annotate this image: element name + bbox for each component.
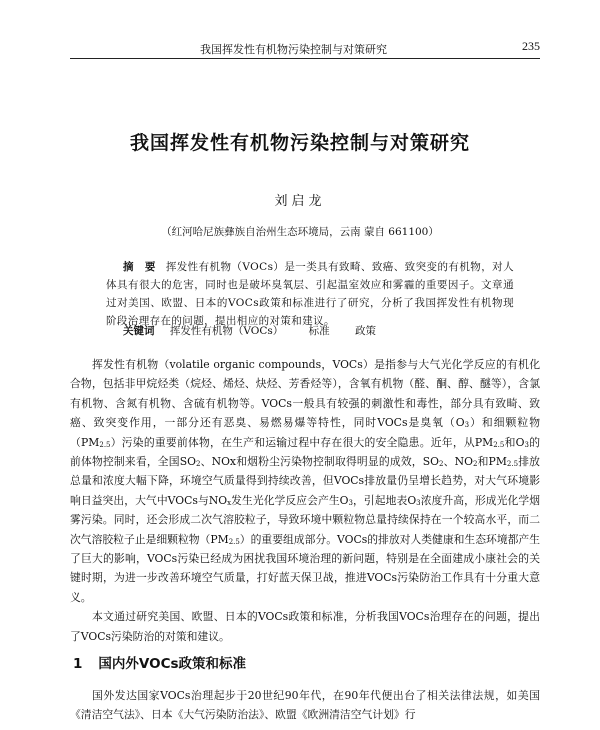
body-paragraph: 挥发性有机物（volatile organic compounds，VOCs）是指参与大气光化学反应的有机化合物，包括非甲烷烃类（烷烃、烯烃、炔烃、芳香烃等），含氧有机物（醛、酮、醇、醚等），含氯有机物、含氮有机物、含硫有机物等。VOCs一般具有较强的刺激性和毒性，部分具有致畸、致癌、致突变作用，一部分还有恶臭、易燃易爆等特性，同时VOCs是臭氧$(O_3)$和细颗粒物$(PM_{2.5})$污染的重要前体物，在生产和运输过程中存在很大的安全隐患。近年，从$PM_{2.5}$和$O_3$的前体物控制来看，全国$SO_2$、NOx和烟粉尘污染物控制取得明显的成效，$SO_2$、$NO_2$和$PM_{2.5}$排放总量和浓度大幅下降，环境空气质量得到持续改善，但VOCs排放量仍呈增长趋势，对大气环境影响日益突出，大气中VOCs与$NO_x$发生光化学反应会产生$O_3$，引起地表$O_3$浓度升高，形成光化学烟雾污染。同时，还会形成二次气溶胶粒子，导致环境中颗粒物总量持续保持在一个较高水平，而二次气溶胶粒子止是细颗粒物$(PM_{2.5})$的重要组成部分。VOCs的排放对人类健康和生态环境都产生了巨大的影响，VOCs污染已经成为困扰我国环境治理的新问题，特别是在全面建成小康社会的关键时期，为进一步改善环境空气质量，打好蓝天保卫战，推进VOCs污染防治工作具有十分重大意义。 — [70, 358, 541, 604]
keyword: 政策 — [354, 325, 376, 337]
section-heading — [73, 652, 246, 672]
keyword: 标准 — [308, 325, 330, 337]
body-text — [70, 355, 540, 646]
section-title: 国内外VOCs政策和标准 — [98, 656, 247, 672]
keywords — [123, 323, 398, 338]
running-header — [70, 38, 540, 59]
abstract — [106, 258, 514, 330]
author-name: 刘启龙 — [274, 194, 326, 209]
body-paragraph: 国外发达国家VOCs治理起步于20世纪90年代，在90年代便出台了相关法律法规，如美国《清洁空气法》、日本《大气污染防治法》、欧盟《欧洲清洁空气计划》行 — [70, 689, 540, 722]
author-affiliation: （红河哈尼族彝族自治州生态环境局，云南 蒙自 661100） — [161, 226, 439, 238]
page-number: 235 — [522, 39, 540, 53]
running-title: 我国挥发性有机物污染控制与对策研究 — [200, 43, 387, 56]
body-paragraph: 本文通过研究美国、欧盟、日本的VOCs政策和标准，分析我国VOCs治理存在的问题，提出了VOCs污染防治的对策和建议。 — [70, 610, 540, 643]
keywords-label: 关键词 — [123, 325, 155, 337]
section-number: 1 — [73, 656, 83, 672]
abstract-text: 挥发性有机物（VOCs）是一类具有致畸、致癌、致突变的有机物，对人体具有很大的危害，同时也是破坏臭氧层、引起温室效应和雾霾的重要因子。文章通过对美国、欧盟、日本的VOCs政策和标准进行了研究，分析了我国挥发性有机物现阶段治理存在的问题，提出相应的对策和建议。 — [106, 261, 514, 327]
paper-title: 我国挥发性有机物污染控制与对策研究 — [129, 132, 470, 154]
abstract-label: 摘 要 — [123, 261, 156, 273]
keyword: 挥发性有机物（VOCs） — [169, 325, 284, 337]
section-body-text — [70, 686, 540, 725]
